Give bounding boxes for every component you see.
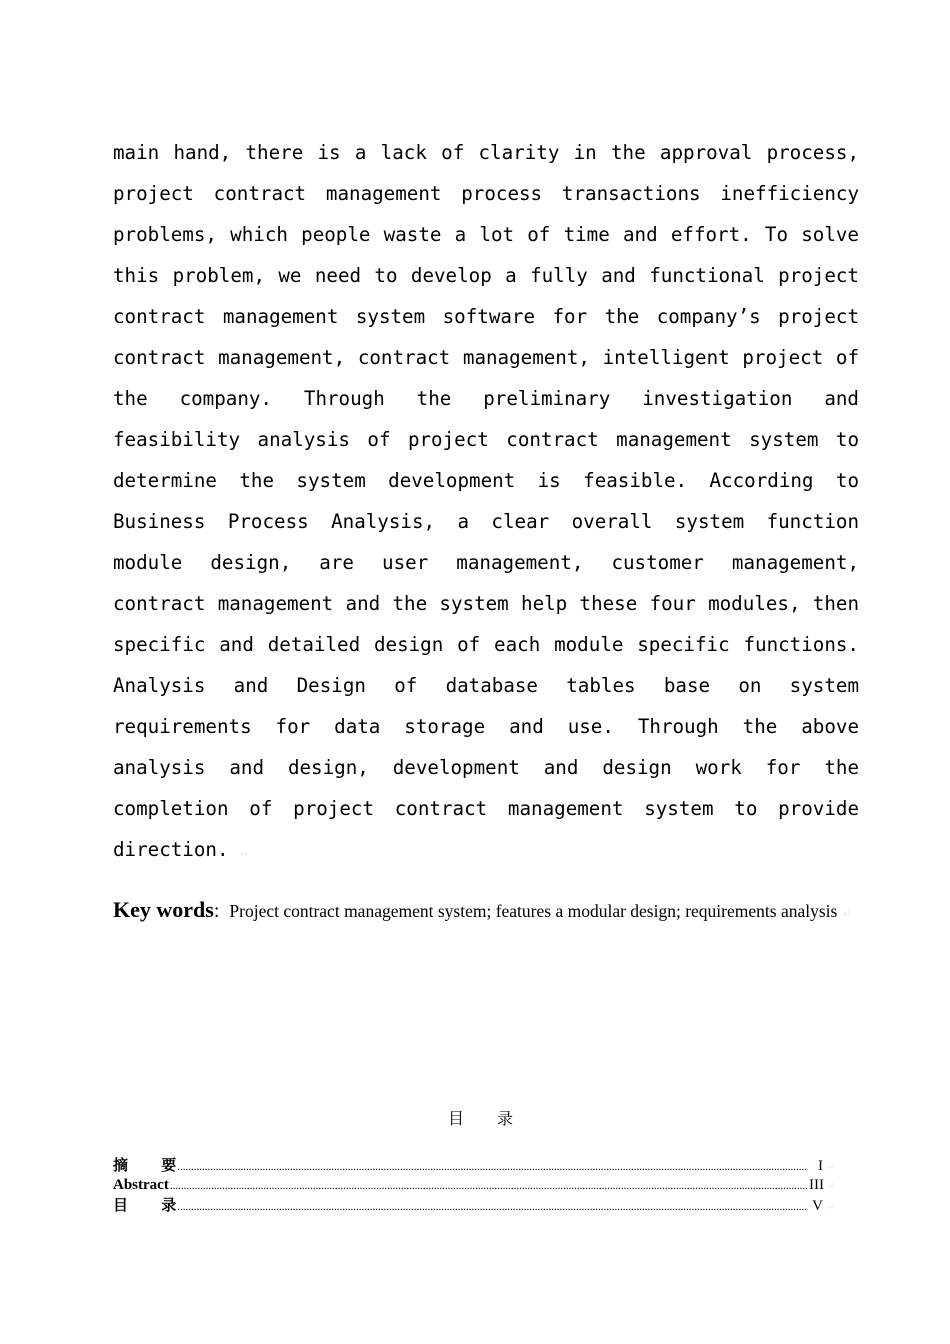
toc-entry-contents[interactable] bbox=[113, 1195, 853, 1215]
table-of-contents bbox=[113, 1155, 853, 1215]
toc-page-number: III bbox=[809, 1177, 824, 1193]
toc-entry-label: Abstract bbox=[113, 1177, 169, 1193]
toc-page-number: V bbox=[812, 1198, 823, 1214]
keywords-text: Project contract management system; features a modular design; requirements analysis bbox=[229, 901, 838, 921]
keywords-paragraph bbox=[113, 893, 859, 930]
toc-dot-leader bbox=[177, 1197, 808, 1217]
keywords-colon: : bbox=[213, 900, 220, 922]
keywords-label: Key words bbox=[113, 897, 214, 922]
paragraph-mark: ↵ bbox=[827, 1181, 836, 1192]
toc-entry-label: 摘 要 bbox=[113, 1156, 191, 1174]
toc-entry-label: 目 录 bbox=[113, 1196, 191, 1214]
toc-title: 目 录 bbox=[447, 1109, 528, 1128]
abstract-paragraph bbox=[113, 132, 859, 873]
toc-dot-leader bbox=[170, 1176, 808, 1196]
abstract-text: main hand, there is a lack of clarity in the approval process, project contract management process transactions inefficiency problems, which people waste a lot of time and effort. To solve this problem, we need to develop a fully and functional project contract management system software for the company’s project contract management, contract management, intelligent project of the company. Through the preliminary investigation and feasibility analysis of project contract management system to determine the system development is feasible. According to Business Process Analysis, a clear overall system function module design, are user management, customer management, contract management and the system help these four modules, then specific and detailed design of each module specific functions. Analysis and Design of database tables base on system requirements for data storage and use. Through the above analysis and design, development and design work for the completion of project contract management system to provide direction. bbox=[113, 141, 859, 861]
toc-page-number: I bbox=[818, 1158, 823, 1174]
paragraph-mark: ↵ bbox=[240, 845, 248, 859]
toc-dot-leader bbox=[177, 1157, 808, 1177]
paragraph-mark: ↵ bbox=[827, 1202, 836, 1213]
paragraph-mark: ↵ bbox=[827, 1162, 836, 1173]
toc-entry-abstract-en[interactable] bbox=[113, 1175, 853, 1195]
paragraph-mark: ↵ bbox=[841, 906, 852, 920]
toc-entry-abstract-cn[interactable] bbox=[113, 1155, 853, 1175]
